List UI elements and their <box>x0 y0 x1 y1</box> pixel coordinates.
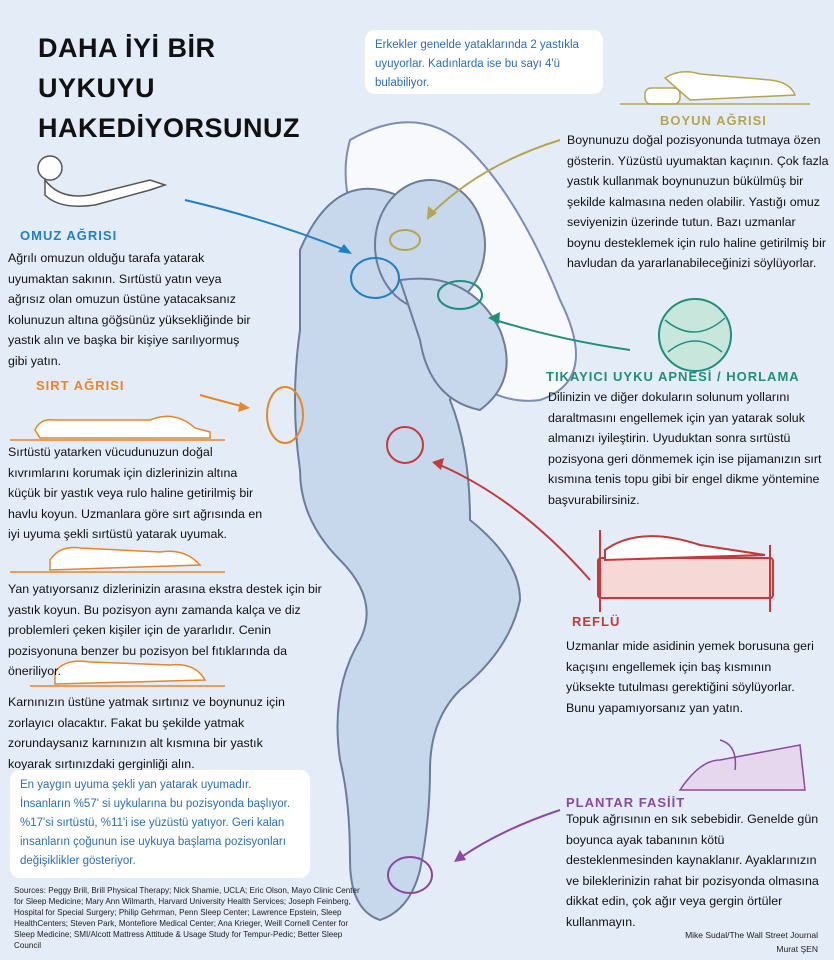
sources-list: Sources: Peggy Brill, Brill Physical Therapy; Nick Shamie, UCLA; Eric Olson, Mayo Clinic Center for Sleep Medicine; Mary Ann Wilmarth, Harvard University Health Services; Joseph Feinberg, Hospital for Special Surgery; Philip Gehrman, Penn Sleep Center; Lawrence Epstein, Sleep HealthCenters; Steven Park, Montefiore Medical Center; Ana Krieger, Weill Cornell Center for Sleep Medicine; SMI/Alcott Mattress Attitude & Usage Study for Tempur-Pedic; Better Sleep Council <box>14 886 360 950</box>
neck-pain-text: Boynunuzu doğal pozisyonunda tutmaya özen gösterin. Yüzüstü uyumaktan kaçının. Çok fazla yastık kullanmak boynunuzun bükülmüş bir şekilde kalmasına neden olabilir. Yastığı omuz seviyenizin üzerinde tutun. Bazı uzmanlar boynu desteklemek için rulo haline getirilmiş bir havludan da yararlanabileceğinizi söylüyorlar. <box>567 133 829 270</box>
side-sleeper-sketch <box>38 156 165 206</box>
stomach-sleeping-text: Karnınızın üstüne yatmak sırtınız ve boynunuz için zorlayıcı olacaktır. Fakat bu şekilde yatmak zorundaysanız karnınızın alt kısmına bir yastık koyarak sırtınızdaki gerginliği alın. <box>8 695 285 771</box>
tennis-ball-sketch <box>659 299 731 371</box>
plantar-arrow <box>460 810 560 858</box>
plantar-fasciitis-text: Topuk ağrısının en sık sebebidir. Genelde gün boyunca ayak tabanının kötü desteklenmesinden kaynaklanır. Ayaklarınızın ve bileklerinizin rahat bir pozisyonda olmasına dikkat edin, çok ağır veya gergin örtüler kullanmayın. <box>566 812 819 929</box>
page-title <box>38 28 338 148</box>
neck-pain-heading: BOYUN AĞRISI <box>660 113 767 128</box>
bed-sketch <box>598 530 773 612</box>
back-pain-heading: SIRT AĞRISI <box>36 378 125 393</box>
title-line-1: DAHA İYİ BİR <box>38 33 216 63</box>
back-sleeper-sketch <box>10 416 225 440</box>
back-arrow <box>200 395 245 407</box>
credit-source: Mike Sudal/The Wall Street Journal <box>685 930 818 940</box>
plantar-fasciitis-heading: PLANTAR FASİİT <box>566 795 686 810</box>
sleep-position-stats-note: En yaygın uyuma şekli yan yatarak uyumadır. İnsanların %57' si uykularına bu pozisyonda başlıyor. %17'si sırtüstü, %11'i ise yüzüstü yatıyor. Geri kalan insanların çoğunun ise uykuya başlama pozisyonları değişiklikler gösteriyor. <box>10 770 310 878</box>
foot-sketch <box>680 740 805 790</box>
shoulder-pain-heading: OMUZ AĞRISI <box>20 228 118 243</box>
reflux-heading: REFLÜ <box>572 614 621 629</box>
shoulder-pain-text: Ağrılı omuzun olduğu tarafa yatarak uyumaktan sakının. Sırtüstü yatın veya ağrısız olan omuzun üstüne yatacaksanız kolunuzun altına göğsünüz yüksekliğinde bir yastık alın ve başka bir kişiye sarılıyormuş gibi yatın. <box>8 251 251 368</box>
sleep-apnea-heading: TIKAYICI UYKU APNESİ / HORLAMA <box>546 369 800 384</box>
neck-pillow-sketch <box>620 72 810 104</box>
knee-pillow-sketch <box>10 548 225 573</box>
pillow-count-note: Erkekler genelde yataklarında 2 yastıkla uyuyorlar. Kadınlarda ise bu sayı 4'ü bulabiliyor. <box>365 30 603 94</box>
title-line-2: UYKUYU <box>38 73 156 103</box>
sleep-apnea-text: Dilinizin ve diğer dokuların solunum yollarını daraltmasını engellemek için yan yatarak soluk almanızı iyileştirin. Uyuduktan sonra sırtüstü pozisyona geri dönmemek için ise pijamanızın sırt kısmına tenis topu gibi bir engel dikme yöntemine başvurabilirsiniz. <box>548 390 822 507</box>
credit-author: Murat ŞEN <box>776 944 818 954</box>
reflux-text: Uzmanlar mide asidinin yemek borusuna geri kaçışını engellemek için baş kısmının yüksekte tutulması gerektiğini söylüyorlar. Bunu yapamıyorsanız yan yatın. <box>566 639 814 715</box>
back-arrowhead <box>238 402 250 412</box>
back-pain-text: Sırtüstü yatarken vücudunuzun doğal kıvrımlarını korumak için dizlerinizin altına küçük bir yastık veya rulo haline getirilmiş bir havlu koyun. Uzmanlara göre sırt ağrısında en iyi uyuma şekli sırtüstü yatarak uyumak. <box>8 445 263 541</box>
title-line-3: HAKEDİYORSUNUZ <box>38 113 301 143</box>
side-sleeping-text: Yan yatıyorsanız dizlerinizin arasına ekstra destek için bir yastık koyun. Bu pozisyon aynı zamanda kalça ve diz problemleri çeken kişiler için de yararlıdır. Cenin pozisyonuna benzer bu pozisyon bel fıtıklarında da öneriliyor. <box>8 582 322 678</box>
